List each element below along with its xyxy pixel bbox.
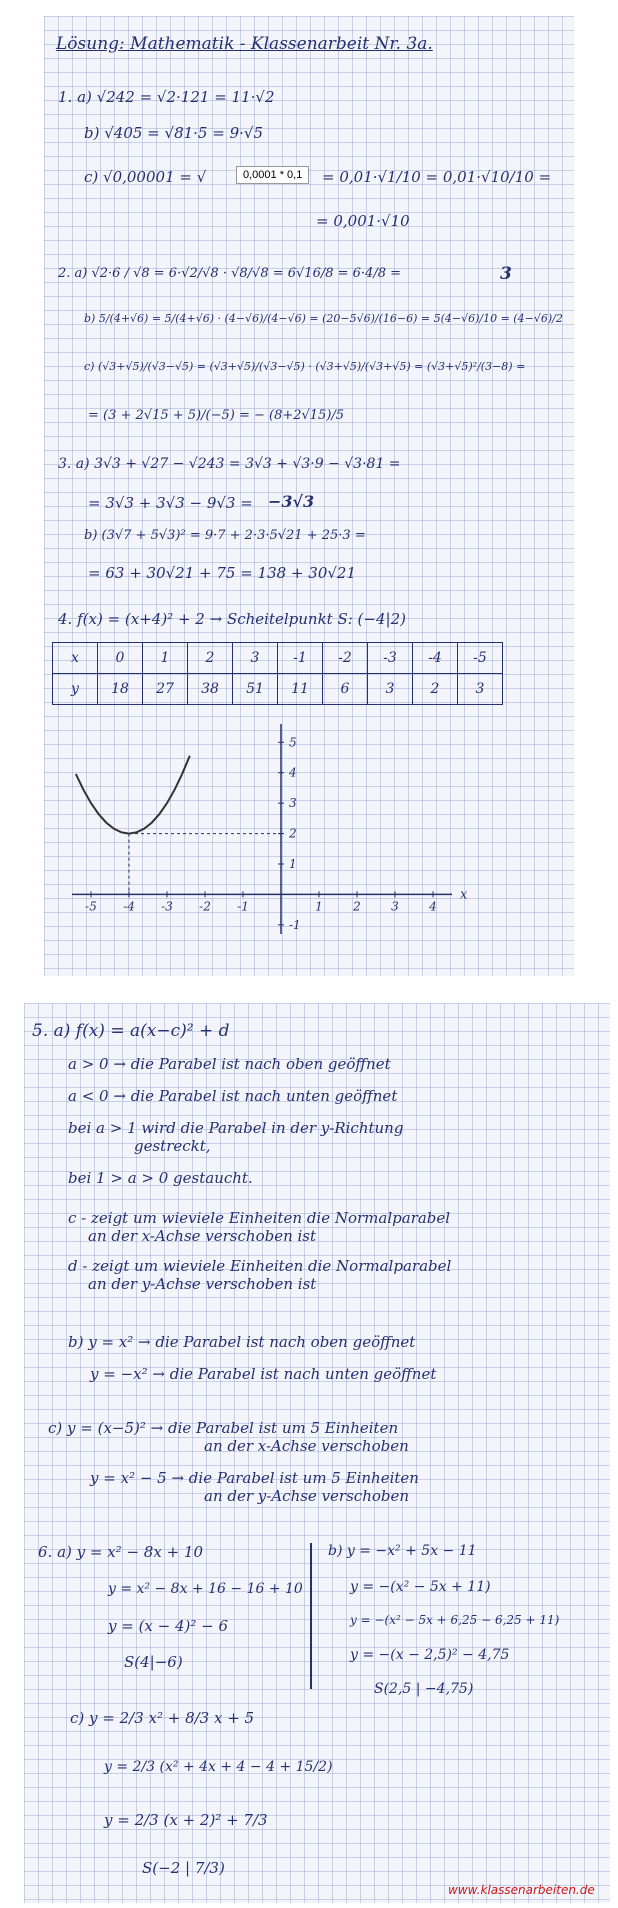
task4-function: 4. f(x) = (x+4)² + 2 → Scheitelpunkt S: (−4|2) [58,610,406,628]
task6-a3: y = (x − 4)² − 6 [108,1617,229,1635]
task2-b: b) 5/(4+√6) = 5/(4+√6) · (4−√6)/(4−√6) = (20−5√6)/(16−6) = 5(4−√6)/10 = (4−√6)/2 [84,312,563,325]
x-tick-label: -2 [199,899,211,914]
task5-b2: y = −x² → die Parabel ist nach unten geöffnet [90,1365,437,1383]
task5-line5b: an der x-Achse verschoben ist [88,1227,317,1245]
task2-a-result: 3 [500,264,512,284]
task1-c-line2: = 0,001·√10 [316,212,410,230]
value-table-header-x: x [53,643,98,674]
x-tick-label: -5 [85,899,97,914]
page-title: Lösung: Mathematik - Klassenarbeit Nr. 3a. [56,34,433,54]
x-tick-label: 4 [429,899,437,914]
parabola-curve [76,756,190,834]
task6-a4: S(4|−6) [124,1653,183,1671]
value-table-cell: 0 [98,643,143,674]
value-table [52,642,503,705]
value-table-cell: 3 [233,643,278,674]
task5-a: 5. a) f(x) = a(x−c)² + d [32,1021,230,1041]
task3-b: b) (3√7 + 5√3)² = 9·7 + 2·3·5√21 + 25·3 = [84,528,366,543]
task6-a2: y = x² − 8x + 16 − 16 + 10 [108,1581,303,1597]
task3-a-result: −3√3 [268,492,315,511]
x-tick-label: -4 [123,899,135,914]
task3-b-line2: = 63 + 30√21 + 75 = 138 + 30√21 [88,564,357,582]
value-table-row-x [53,643,503,674]
task6-c4: S(−2 | 7/3) [142,1859,225,1877]
value-table-header-y: y [53,674,98,705]
task5-b1: b) y = x² → die Parabel ist nach oben geöffnet [68,1333,416,1351]
task2-c: c) (√3+√5)/(√3−√5) = (√3+√5)/(√3−√5) · (√3+√5)/(√3+√5) = (√3+√5)²/(3−8) = [84,360,526,373]
x-tick-label: -1 [237,899,249,914]
task3-a: 3. a) 3√3 + √27 − √243 = 3√3 + √3·9 − √3·81 = [58,456,401,472]
value-table-cell: 27 [143,674,188,705]
task1-a: 1. a) √242 = √2·121 = 11·√2 [58,88,275,106]
task3-a-line2: = 3√3 + 3√3 − 9√3 = [88,494,253,512]
x-tick-label: 1 [315,899,323,914]
x-tick-label: 2 [353,899,361,914]
x-tick-label: -3 [161,899,173,914]
value-table-cell: -3 [368,643,413,674]
task5-c1b: an der x-Achse verschoben [204,1437,409,1455]
value-table-cell: -2 [323,643,368,674]
task1-b: b) √405 = √81·5 = 9·√5 [84,124,263,142]
task6-c2: y = 2/3 (x² + 4x + 4 − 4 + 15/2) [104,1759,333,1775]
value-table-cell: 18 [98,674,143,705]
x-tick-label: 3 [391,899,399,914]
column-divider [310,1543,312,1689]
task6-c3: y = 2/3 (x + 2)² + 7/3 [104,1811,268,1829]
value-table-cell: 11 [278,674,323,705]
value-table-cell: 1 [143,643,188,674]
task1-c: c) √0,00001 = √ [84,168,207,186]
task5-line3b: gestreckt, [134,1137,211,1155]
y-tick-label: 2 [289,826,297,841]
x-axis-label: x [460,887,468,903]
task5-c2: y = x² − 5 → die Parabel ist um 5 Einheiten [90,1469,419,1487]
task1-c-inserted-box: 0,0001 * 0,1 [236,166,309,184]
task6-b3: y = −(x² − 5x + 6,25 − 6,25 + 11) [350,1613,560,1627]
task6-b5: S(2,5 | −4,75) [374,1681,474,1697]
y-tick-label: 4 [289,765,297,780]
task6-a1: 6. a) y = x² − 8x + 10 [38,1543,203,1561]
task6-b4: y = −(x − 2,5)² − 4,75 [350,1647,510,1663]
y-tick-label: 5 [289,735,297,750]
task5-line1: a > 0 → die Parabel ist nach oben geöffnet [68,1055,391,1073]
y-tick-label: 1 [289,857,297,871]
task2-c-line2: = (3 + 2√15 + 5)/(−5) = − (8+2√15)/5 [88,408,345,423]
value-table-cell: -1 [278,643,323,674]
task5-line6b: an der y-Achse verschoben ist [88,1275,317,1293]
task5-c2b: an der y-Achse verschoben [204,1487,410,1505]
task5-line2: a < 0 → die Parabel ist nach unten geöffnet [68,1087,398,1105]
value-table-cell: 51 [233,674,278,705]
value-table-row-y [53,674,503,705]
task5-line4: bei 1 > a > 0 gestaucht. [68,1169,253,1187]
task2-a: 2. a) √2·6 / √8 = 6·√2/√8 · √8/√8 = 6√16/8 = 6·4/8 = [58,266,401,281]
task6-c1: c) y = 2/3 x² + 8/3 x + 5 [70,1709,255,1727]
value-table-cell: 3 [458,674,503,705]
task6-b2: y = −(x² − 5x + 11) [350,1579,491,1595]
y-tick-label: -1 [289,917,301,932]
task6-b1: b) y = −x² + 5x − 11 [328,1543,477,1559]
value-table-cell: 6 [323,674,368,705]
value-table-cell: 3 [368,674,413,705]
task1-c-rest: = 0,01·√1/10 = 0,01·√10/10 = [322,168,552,186]
watermark: www.klassenarbeiten.de [448,1883,595,1897]
value-table-cell: -4 [413,643,458,674]
task5-line6: d - zeigt um wieviele Einheiten die Normalparabel [68,1257,452,1275]
y-tick-label: 3 [289,796,297,811]
value-table-cell: 2 [188,643,233,674]
value-table-cell: 38 [188,674,233,705]
value-table-cell: -5 [458,643,503,674]
parabola-graph [52,714,482,954]
task5-line5: c - zeigt um wieviele Einheiten die Normalparabel [68,1209,451,1227]
value-table-cell: 2 [413,674,458,705]
task5-c1: c) y = (x−5)² → die Parabel ist um 5 Einheiten [48,1419,399,1437]
worksheet-page-2 [24,1003,610,1903]
worksheet-page-1 [44,16,574,976]
task5-line3: bei a > 1 wird die Parabel in der y-Richtung [68,1119,404,1137]
